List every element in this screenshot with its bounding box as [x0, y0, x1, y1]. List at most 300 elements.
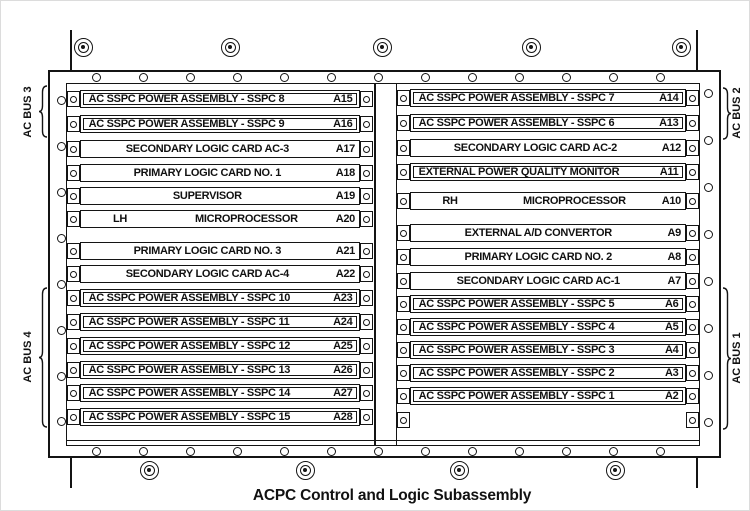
card-bracket	[67, 338, 80, 354]
fastener-ring	[454, 465, 465, 476]
rivet-hole	[57, 326, 66, 335]
rivet-hole	[374, 447, 383, 456]
card-plate-face	[411, 249, 685, 265]
bracket-hole	[400, 145, 407, 152]
cage-bottom-rail	[66, 440, 700, 441]
card-slot-a13	[410, 114, 686, 132]
card-ref-designator: A13	[659, 116, 679, 129]
card-bracket	[67, 141, 80, 157]
card-bracket	[67, 211, 80, 227]
card-bracket	[360, 338, 373, 354]
card-ref-designator: A7	[667, 274, 681, 287]
card-bracket	[397, 412, 410, 428]
fastener-core	[457, 468, 461, 472]
card-plate-face	[413, 367, 684, 380]
card-slot-a20	[80, 210, 360, 228]
card-slot-a5	[410, 318, 686, 336]
card-bracket	[686, 296, 699, 312]
rivet-hole	[57, 372, 66, 381]
card-plate-face	[413, 344, 684, 357]
card-bracket	[360, 314, 373, 330]
rivet-hole	[656, 447, 665, 456]
card-slot-a28	[80, 408, 360, 426]
card-plate-face	[81, 211, 359, 227]
bracket-hole	[689, 254, 696, 261]
card-slot-a9	[410, 224, 686, 242]
card-slot-a18	[80, 164, 360, 182]
card-label: PRIMARY LOGIC CARD NO. 1	[133, 166, 282, 179]
bracket-hole	[70, 343, 77, 350]
card-bracket	[686, 365, 699, 381]
bracket-hole	[400, 278, 407, 285]
rivet-hole	[327, 447, 336, 456]
rivet-hole	[562, 447, 571, 456]
card-bracket	[397, 342, 410, 358]
bracket-hole	[70, 367, 77, 374]
card-plate-face	[411, 225, 685, 241]
card-bracket	[686, 115, 699, 131]
card-bracket	[686, 249, 699, 265]
card-bracket	[360, 116, 373, 132]
card-label: AC SSPC POWER ASSEMBLY - SSPC 2	[418, 366, 615, 379]
card-bracket	[686, 164, 699, 180]
card-label: AC SSPC POWER ASSEMBLY - SSPC 11	[88, 315, 290, 328]
rivet-hole	[57, 96, 66, 105]
card-label: SECONDARY LOGIC CARD AC-4	[125, 267, 289, 280]
card-ref-designator: A9	[667, 226, 681, 239]
bus-bracket-ac-bus-4	[38, 287, 48, 428]
card-bracket	[67, 243, 80, 259]
bracket-hole	[689, 95, 696, 102]
card-slot-a22	[80, 265, 360, 283]
card-label: EXTERNAL A/D CONVERTOR	[464, 226, 612, 239]
card-label: SUPERVISOR	[172, 189, 242, 202]
bracket-hole	[689, 393, 696, 400]
rivet-hole	[57, 142, 66, 151]
card-label: AC SSPC POWER ASSEMBLY - SSPC 1	[418, 389, 615, 402]
fastener	[221, 38, 240, 57]
bracket-hole	[689, 347, 696, 354]
card-ref-designator: A15	[333, 92, 353, 105]
bracket-hole	[363, 248, 370, 255]
fastener-ring	[526, 42, 537, 53]
card-slot-a12	[410, 139, 686, 157]
card-label: AC SSPC POWER ASSEMBLY - SSPC 9	[88, 117, 285, 130]
card-plate-face	[83, 411, 358, 424]
card-plate-face	[83, 292, 358, 305]
card-plate-face	[81, 243, 359, 259]
bracket-hole	[363, 216, 370, 223]
diagram-title: ACPC Control and Logic Subassembly	[252, 487, 532, 504]
card-plate-face	[413, 92, 684, 105]
fastener-ring	[78, 42, 89, 53]
card-ref-designator: A26	[333, 363, 353, 376]
card-label: AC SSPC POWER ASSEMBLY - SSPC 13	[88, 363, 291, 376]
card-bracket	[686, 342, 699, 358]
card-bracket	[67, 290, 80, 306]
bracket-hole	[363, 343, 370, 350]
bus-label-ac-bus-4: AC BUS 4	[22, 331, 34, 383]
card-label: EXTERNAL POWER QUALITY MONITOR	[418, 165, 620, 178]
card-ref-designator: A22	[335, 267, 355, 280]
card-bracket	[360, 141, 373, 157]
bracket-hole	[363, 170, 370, 177]
card-slot-a19	[80, 187, 360, 205]
fastener-core	[228, 45, 232, 49]
card-label: PRIMARY LOGIC CARD NO. 3	[133, 244, 282, 257]
card-ref-designator: A27	[333, 386, 353, 399]
rivet-hole	[562, 73, 571, 82]
bus-bracket-ac-bus-3	[38, 85, 48, 138]
bracket-hole	[70, 193, 77, 200]
card-ref-designator: A19	[335, 189, 355, 202]
rivet-hole	[704, 371, 713, 380]
rivet-hole	[233, 447, 242, 456]
fastener-core	[303, 468, 307, 472]
card-ref-designator: A10	[661, 194, 681, 207]
fastener-ring	[225, 42, 236, 53]
card-plate-face	[411, 273, 685, 289]
card-ref-designator: A4	[664, 343, 679, 356]
card-bracket	[67, 314, 80, 330]
card-plate-face	[411, 193, 685, 209]
bracket-hole	[363, 390, 370, 397]
card-bracket	[360, 165, 373, 181]
bracket-hole	[400, 347, 407, 354]
card-ref-designator: A20	[335, 212, 355, 225]
bracket-hole	[400, 324, 407, 331]
rivet-hole	[421, 73, 430, 82]
card-slot-a2	[410, 387, 686, 405]
card-bracket	[360, 266, 373, 282]
card-bracket	[67, 165, 80, 181]
card-plate-face	[411, 140, 685, 156]
rivet-hole	[57, 234, 66, 243]
bracket-hole	[70, 248, 77, 255]
bracket-hole	[400, 417, 407, 424]
rivet-hole	[704, 230, 713, 239]
bracket-hole	[400, 198, 407, 205]
card-label: AC SSPC POWER ASSEMBLY - SSPC 15	[88, 410, 291, 423]
card-bracket	[67, 385, 80, 401]
rivet-hole	[327, 73, 336, 82]
card-slot-a7	[410, 272, 686, 290]
card-slot-a25	[80, 337, 360, 355]
card-bracket	[397, 296, 410, 312]
card-bracket	[360, 362, 373, 378]
card-plate-face	[83, 93, 358, 106]
card-label: AC SSPC POWER ASSEMBLY - SSPC 3	[418, 343, 615, 356]
card-plate-face	[81, 188, 359, 204]
rivet-hole	[609, 73, 618, 82]
fastener-core	[147, 468, 151, 472]
card-label: AC SSPC POWER ASSEMBLY - SSPC 7	[418, 91, 615, 104]
rivet-hole	[374, 73, 383, 82]
card-plate-face	[83, 316, 358, 329]
bus-label-ac-bus-2: AC BUS 2	[731, 87, 743, 139]
card-ref-designator: A12	[661, 141, 681, 154]
fastener	[74, 38, 93, 57]
card-prefix: LH	[112, 212, 128, 225]
card-bracket	[397, 90, 410, 106]
card-label: SECONDARY LOGIC CARD AC-2	[453, 141, 617, 154]
bracket-hole	[400, 120, 407, 127]
card-plate-face	[81, 141, 359, 157]
bracket-hole	[70, 216, 77, 223]
bracket-hole	[689, 169, 696, 176]
bracket-hole	[70, 96, 77, 103]
rivet-hole	[704, 183, 713, 192]
card-prefix: RH	[442, 194, 458, 207]
flange-line	[70, 30, 72, 70]
card-bracket	[397, 193, 410, 209]
bracket-hole	[70, 390, 77, 397]
fastener-ring	[676, 42, 687, 53]
fastener-core	[613, 468, 617, 472]
card-slot-a4	[410, 341, 686, 359]
rivet-hole	[139, 73, 148, 82]
card-ref-designator: A2	[664, 389, 679, 402]
rivet-hole	[57, 417, 66, 426]
card-bracket	[360, 409, 373, 425]
flange-line	[70, 458, 72, 488]
card-bracket	[67, 266, 80, 282]
rivet-hole	[656, 73, 665, 82]
card-plate-face	[83, 364, 358, 377]
rivet-hole	[186, 447, 195, 456]
fastener-core	[679, 45, 683, 49]
card-label: AC SSPC POWER ASSEMBLY - SSPC 8	[88, 92, 285, 105]
card-plate-face	[413, 166, 684, 179]
card-slot-a6	[410, 295, 686, 313]
rivet-hole	[515, 447, 524, 456]
card-bracket	[397, 249, 410, 265]
fastener-core	[529, 45, 533, 49]
card-plate-face	[83, 118, 358, 131]
card-slot-a15	[80, 90, 360, 108]
card-ref-designator: A5	[664, 320, 679, 333]
card-slot-a3	[410, 364, 686, 382]
card-label: AC SSPC POWER ASSEMBLY - SSPC 6	[418, 116, 615, 129]
rivet-hole	[704, 418, 713, 427]
card-bracket	[686, 90, 699, 106]
bracket-hole	[689, 230, 696, 237]
card-bracket	[67, 188, 80, 204]
fastener-core	[81, 45, 85, 49]
card-label: MICROPROCESSOR	[522, 194, 626, 207]
bracket-hole	[363, 96, 370, 103]
card-label: AC SSPC POWER ASSEMBLY - SSPC 10	[88, 291, 291, 304]
rivet-hole	[280, 73, 289, 82]
fastener	[522, 38, 541, 57]
card-slot-a10	[410, 192, 686, 210]
card-ref-designator: A6	[664, 297, 679, 310]
fastener	[450, 461, 469, 480]
rivet-hole	[609, 447, 618, 456]
card-ref-designator: A17	[335, 142, 355, 155]
card-bracket	[360, 188, 373, 204]
rivet-hole	[704, 277, 713, 286]
card-bracket	[397, 140, 410, 156]
card-label: SECONDARY LOGIC CARD AC-3	[125, 142, 289, 155]
card-slot-a26	[80, 361, 360, 379]
card-bracket	[360, 211, 373, 227]
card-bracket	[686, 412, 699, 428]
rivet-hole	[139, 447, 148, 456]
rivet-hole	[704, 136, 713, 145]
bracket-hole	[689, 278, 696, 285]
card-slot-a23	[80, 289, 360, 307]
bracket-hole	[400, 254, 407, 261]
cage-center-rail	[374, 83, 376, 446]
card-slot-a17	[80, 140, 360, 158]
rivet-hole	[57, 188, 66, 197]
card-ref-designator: A14	[659, 91, 679, 104]
bracket-hole	[363, 146, 370, 153]
card-ref-designator: A11	[659, 165, 679, 178]
card-label: AC SSPC POWER ASSEMBLY - SSPC 14	[88, 386, 291, 399]
bracket-hole	[689, 324, 696, 331]
bracket-hole	[400, 301, 407, 308]
card-slot-a16	[80, 115, 360, 133]
card-bracket	[360, 91, 373, 107]
rivet-hole	[515, 73, 524, 82]
card-plate-face	[413, 117, 684, 130]
card-label: MICROPROCESSOR	[194, 212, 298, 225]
bracket-hole	[70, 170, 77, 177]
card-slot-a8	[410, 248, 686, 266]
card-plate-face	[81, 266, 359, 282]
bus-label-ac-bus-3: AC BUS 3	[22, 86, 34, 138]
card-plate-face	[83, 340, 358, 353]
card-bracket	[397, 225, 410, 241]
card-plate-face	[81, 165, 359, 181]
card-bracket	[67, 362, 80, 378]
bracket-hole	[363, 193, 370, 200]
card-ref-designator: A24	[333, 315, 353, 328]
card-bracket	[397, 273, 410, 289]
fastener-core	[380, 45, 384, 49]
card-ref-designator: A25	[333, 339, 353, 352]
rivet-hole	[468, 447, 477, 456]
card-label: SECONDARY LOGIC CARD AC-1	[456, 274, 620, 287]
flange-line	[696, 30, 698, 70]
card-bracket	[360, 290, 373, 306]
rivet-hole	[704, 324, 713, 333]
card-plate-face	[413, 390, 684, 403]
bracket-hole	[70, 295, 77, 302]
card-bracket	[67, 409, 80, 425]
rivet-hole	[468, 73, 477, 82]
fastener	[296, 461, 315, 480]
bracket-hole	[689, 198, 696, 205]
card-bracket	[67, 116, 80, 132]
bracket-hole	[70, 319, 77, 326]
fastener-ring	[610, 465, 621, 476]
fastener	[672, 38, 691, 57]
card-bracket	[686, 388, 699, 404]
bracket-hole	[689, 370, 696, 377]
fastener	[606, 461, 625, 480]
card-label: AC SSPC POWER ASSEMBLY - SSPC 4	[418, 320, 615, 333]
fastener-ring	[300, 465, 311, 476]
card-bracket	[397, 388, 410, 404]
card-ref-designator: A21	[335, 244, 355, 257]
card-slot-a24	[80, 313, 360, 331]
card-bracket	[397, 164, 410, 180]
bracket-hole	[400, 393, 407, 400]
bracket-hole	[400, 169, 407, 176]
card-bracket	[397, 319, 410, 335]
bracket-hole	[689, 417, 696, 424]
card-bracket	[686, 193, 699, 209]
bus-label-ac-bus-1: AC BUS 1	[731, 332, 743, 384]
bracket-hole	[363, 121, 370, 128]
card-bracket	[67, 91, 80, 107]
bracket-hole	[689, 120, 696, 127]
rivet-hole	[92, 73, 101, 82]
card-ref-designator: A8	[667, 250, 681, 263]
rivet-hole	[233, 73, 242, 82]
card-plate-face	[413, 298, 684, 311]
rivet-hole	[421, 447, 430, 456]
card-bracket	[686, 140, 699, 156]
card-bracket	[360, 243, 373, 259]
bracket-hole	[363, 367, 370, 374]
fastener	[373, 38, 392, 57]
rivet-hole	[92, 447, 101, 456]
card-plate-face	[413, 321, 684, 334]
rivet-hole	[280, 447, 289, 456]
fastener	[140, 461, 159, 480]
bracket-hole	[363, 414, 370, 421]
card-ref-designator: A3	[664, 366, 679, 379]
card-label: AC SSPC POWER ASSEMBLY - SSPC 12	[88, 339, 291, 352]
rivet-hole	[186, 73, 195, 82]
card-bracket	[686, 273, 699, 289]
flange-line	[696, 458, 698, 488]
bracket-hole	[400, 95, 407, 102]
bracket-hole	[400, 370, 407, 377]
card-slot-a11	[410, 163, 686, 181]
bracket-hole	[70, 146, 77, 153]
card-label: PRIMARY LOGIC CARD NO. 2	[464, 250, 612, 263]
card-bracket	[686, 319, 699, 335]
bracket-hole	[689, 301, 696, 308]
rivet-hole	[57, 280, 66, 289]
bracket-hole	[400, 230, 407, 237]
bracket-hole	[689, 145, 696, 152]
card-bracket	[360, 385, 373, 401]
card-ref-designator: A23	[333, 291, 353, 304]
card-ref-designator: A18	[335, 166, 355, 179]
bracket-hole	[70, 414, 77, 421]
card-bracket	[686, 225, 699, 241]
bracket-hole	[70, 271, 77, 278]
card-ref-designator: A16	[333, 117, 353, 130]
card-bracket	[397, 365, 410, 381]
card-slot-a21	[80, 242, 360, 260]
rivet-hole	[704, 89, 713, 98]
fastener-ring	[377, 42, 388, 53]
card-ref-designator: A28	[333, 410, 353, 423]
fastener-ring	[144, 465, 155, 476]
card-plate-face	[83, 387, 358, 400]
bracket-hole	[363, 295, 370, 302]
card-slot-a27	[80, 384, 360, 402]
card-slot-a14	[410, 89, 686, 107]
card-label: AC SSPC POWER ASSEMBLY - SSPC 5	[418, 297, 615, 310]
